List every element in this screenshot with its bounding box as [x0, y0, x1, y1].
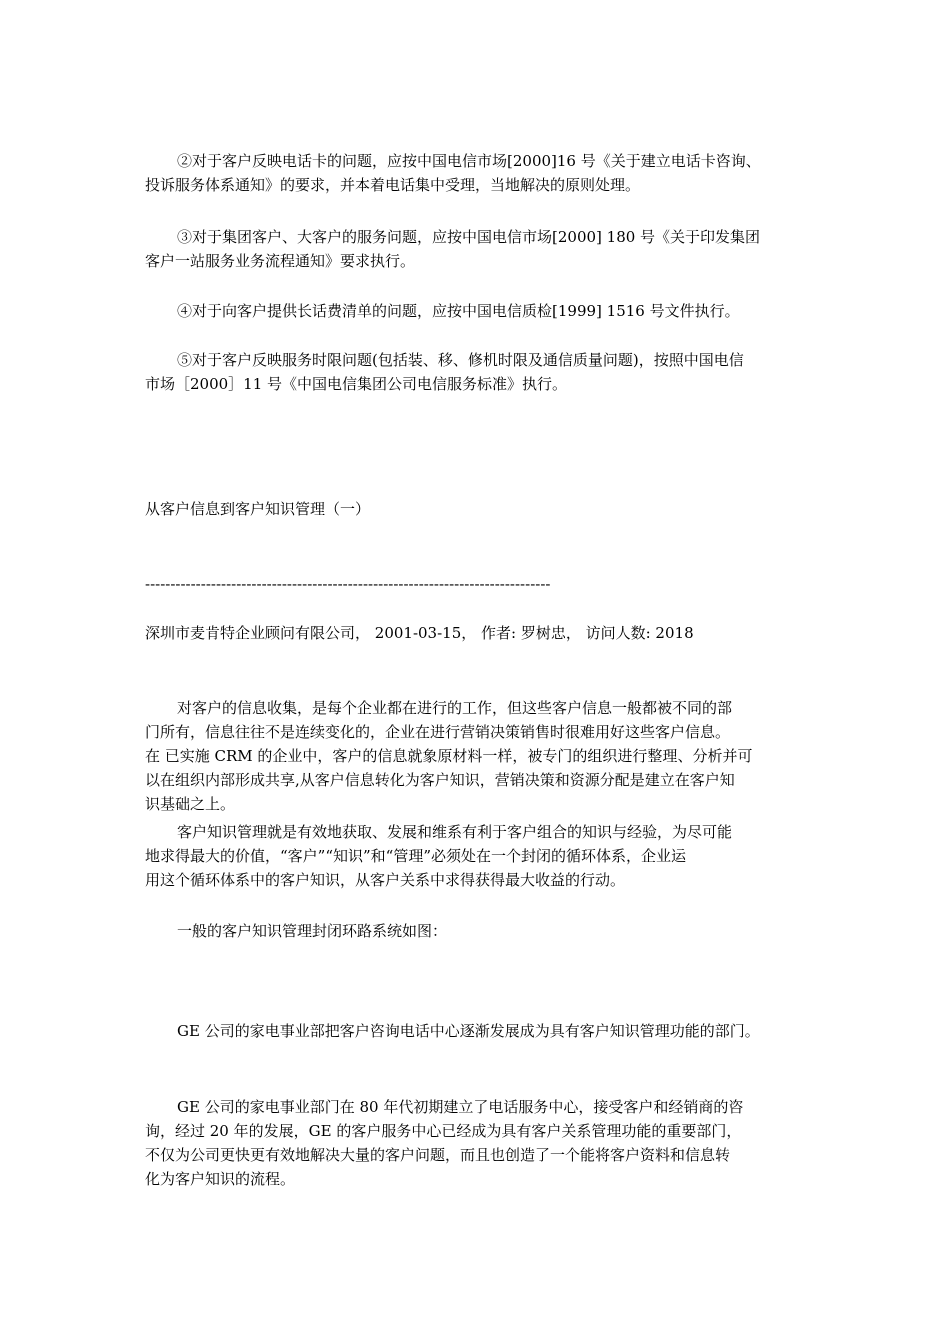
item-4-paragraph — [145, 299, 817, 323]
text-line: 投诉服务体系通知》的要求，并本着电话集中受理，当地解决的原则处理。 — [145, 176, 641, 194]
item-5-paragraph — [145, 348, 817, 396]
article-title: 从客户信息到客户知识管理（一） — [145, 500, 371, 518]
body-paragraph-5 — [145, 1095, 817, 1191]
text-line: 市场［2000］11 号《中国电信集团公司电信服务标准》执行。 — [145, 375, 568, 393]
text-line: GE 公司的家电事业部把客户咨询电话中心逐渐发展成为具有客户知识管理功能的部门。 — [177, 1022, 760, 1040]
body-paragraph-4 — [145, 1019, 817, 1043]
text-line: 客户一站服务业务流程通知》要求执行。 — [145, 252, 416, 270]
text-line: 化为客户知识的流程。 — [145, 1170, 296, 1188]
text-line: 不仅为公司更快更有效地解决大量的客户问题，而且也创造了一个能将客户资料和信息转 — [145, 1146, 731, 1164]
item-3-paragraph — [145, 225, 817, 273]
text-line: 识基础之上。 — [145, 795, 236, 813]
body-paragraph-2 — [145, 820, 817, 892]
text-line: GE 公司的家电事业部门在 80 年代初期建立了电话服务中心，接受客户和经销商的咨 — [177, 1098, 744, 1116]
text-line: ③对于集团客户、大客户的服务问题，应按中国电信市场[2000] 180 号《关于印发集团 — [177, 228, 761, 246]
text-line: 用这个循环体系中的客户知识，从客户关系中求得获得最大收益的行动。 — [145, 871, 626, 889]
body-paragraph-3 — [145, 919, 817, 943]
text-line: 门所有，信息往往不是连续变化的，企业在进行营销决策销售时很难用好这些客户信息。 — [145, 723, 731, 741]
body-paragraph-1 — [145, 696, 817, 816]
text-line: ⑤对于客户反映服务时限问题(包括装、移、修机时限及通信质量问题)，按照中国电信 — [177, 351, 744, 369]
text-line: 在 已实施 CRM 的企业中，客户的信息就象原材料一样，被专门的组织进行整理、分析并可 — [145, 747, 753, 765]
text-line: 客户知识管理就是有效地获取、发展和维系有利于客户组合的知识与经验，为尽可能 — [177, 823, 733, 841]
text-line: 询，经过 20 年的发展，GE 的客户服务中心已经成为具有客户关系管理功能的重要部门， — [145, 1122, 742, 1140]
item-2-paragraph — [145, 149, 817, 197]
separator-line: -------------------------------------------------------------------------------- — [145, 575, 551, 593]
text-line: 地求得最大的价值，“客户”“知识”和“管理”必须处在一个封闭的循环体系，企业运 — [145, 847, 687, 865]
text-line: ②对于客户反映电话卡的问题，应按中国电信市场[2000]16 号《关于建立电话卡咨询、 — [177, 152, 761, 170]
text-line: ④对于向客户提供长话费清单的问题，应按中国电信质检[1999] 1516 号文件执行。 — [177, 302, 740, 320]
text-line: 对客户的信息收集，是每个企业都在进行的工作，但这些客户信息一般都被不同的部 — [177, 699, 733, 717]
text-line: 以在组织内部形成共享,从客户信息转化为客户知识，营销决策和资源分配是建立在客户知 — [145, 771, 735, 789]
article-byline: 深圳市麦肯特企业顾问有限公司， 2001-03-15， 作者: 罗树忠， 访问人数: 2018 — [145, 624, 694, 642]
text-line: 一般的客户知识管理封闭环路系统如图： — [177, 922, 448, 940]
